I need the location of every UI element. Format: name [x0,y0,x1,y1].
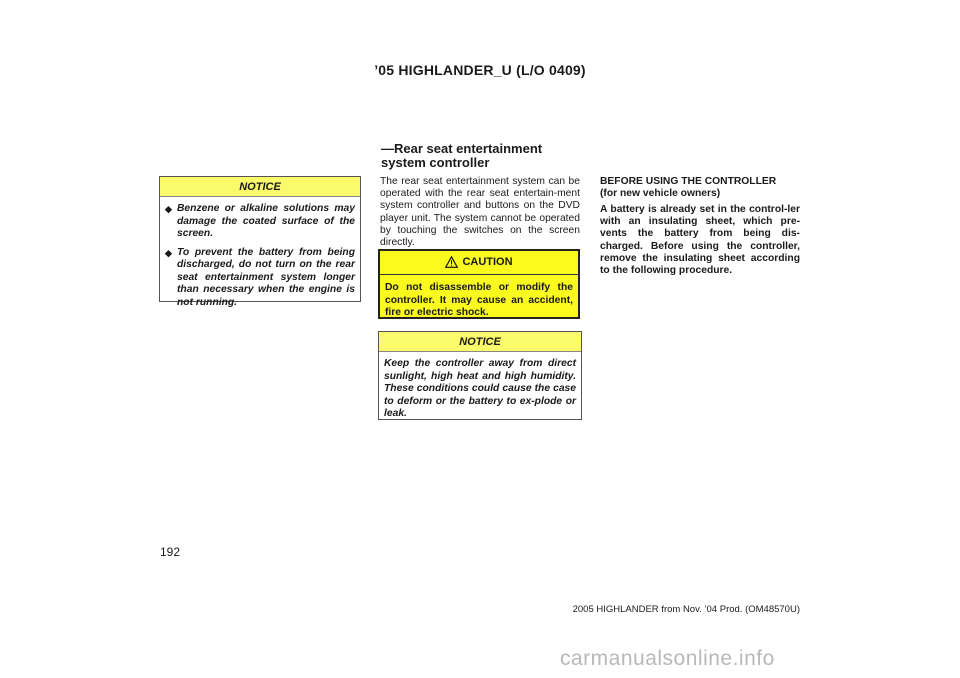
notice-body [160,197,360,321]
notice-item-text: To prevent the battery from being discharged, do not turn on the rear seat entertainment system longer than necessary when the engine is not running. [177,246,355,308]
section-title-line: —Rear seat entertainment [381,141,543,156]
section-body: The rear seat entertainment system can be operated with the rear seat entertain-ment system controller and buttons on the DVD player unit. The system cannot be operated by touching the switches on the screen directly. [380,176,580,249]
section-title [381,142,542,170]
watermark: carmanualsonline.info [560,647,775,670]
caution-box [378,249,580,319]
procedure-heading-subline: (for new vehicle owners) [600,188,721,200]
caution-header [380,251,578,275]
caution-title: CAUTION [462,256,513,268]
diamond-bullet-icon: ◆ [165,204,172,214]
notice-title: NOTICE [160,177,360,197]
document-header: ’05 HIGHLANDER_U (L/O 0409) [374,62,586,78]
diamond-bullet-icon: ◆ [165,247,172,258]
procedure-heading-line: BEFORE USING THE CONTROLLER [600,176,777,187]
procedure-heading [600,176,800,200]
notice-item [165,247,355,310]
procedure-body: A battery is already set in the control-ler with an insulating sheet, which pre-vents the battery from being dis-charged. Before using the controller, remove the insulating sheet according to the following procedure. [600,204,800,277]
page-number: 192 [160,545,181,559]
document-footer: 2005 HIGHLANDER from Nov. ’04 Prod. (OM48570U) [572,604,800,615]
notice-body: Keep the controller away from direct sunlight, high heat and high humidity. These conditions could cause the case to deform or the battery to ex-plode or leak. [384,358,576,419]
notice-box-middle [378,331,582,420]
notice-item [165,203,355,241]
section-title-line: system controller [381,155,490,170]
notice-box-left [159,176,361,308]
caution-body: Do not disassemble or modify the controller. It may cause an accident, fire or electric shock. [385,282,573,318]
notice-item-text: Benzene or alkaline solutions may damage the coated surface of the screen. [177,203,355,239]
warning-triangle-icon [445,256,458,271]
notice-title: NOTICE [379,332,581,352]
